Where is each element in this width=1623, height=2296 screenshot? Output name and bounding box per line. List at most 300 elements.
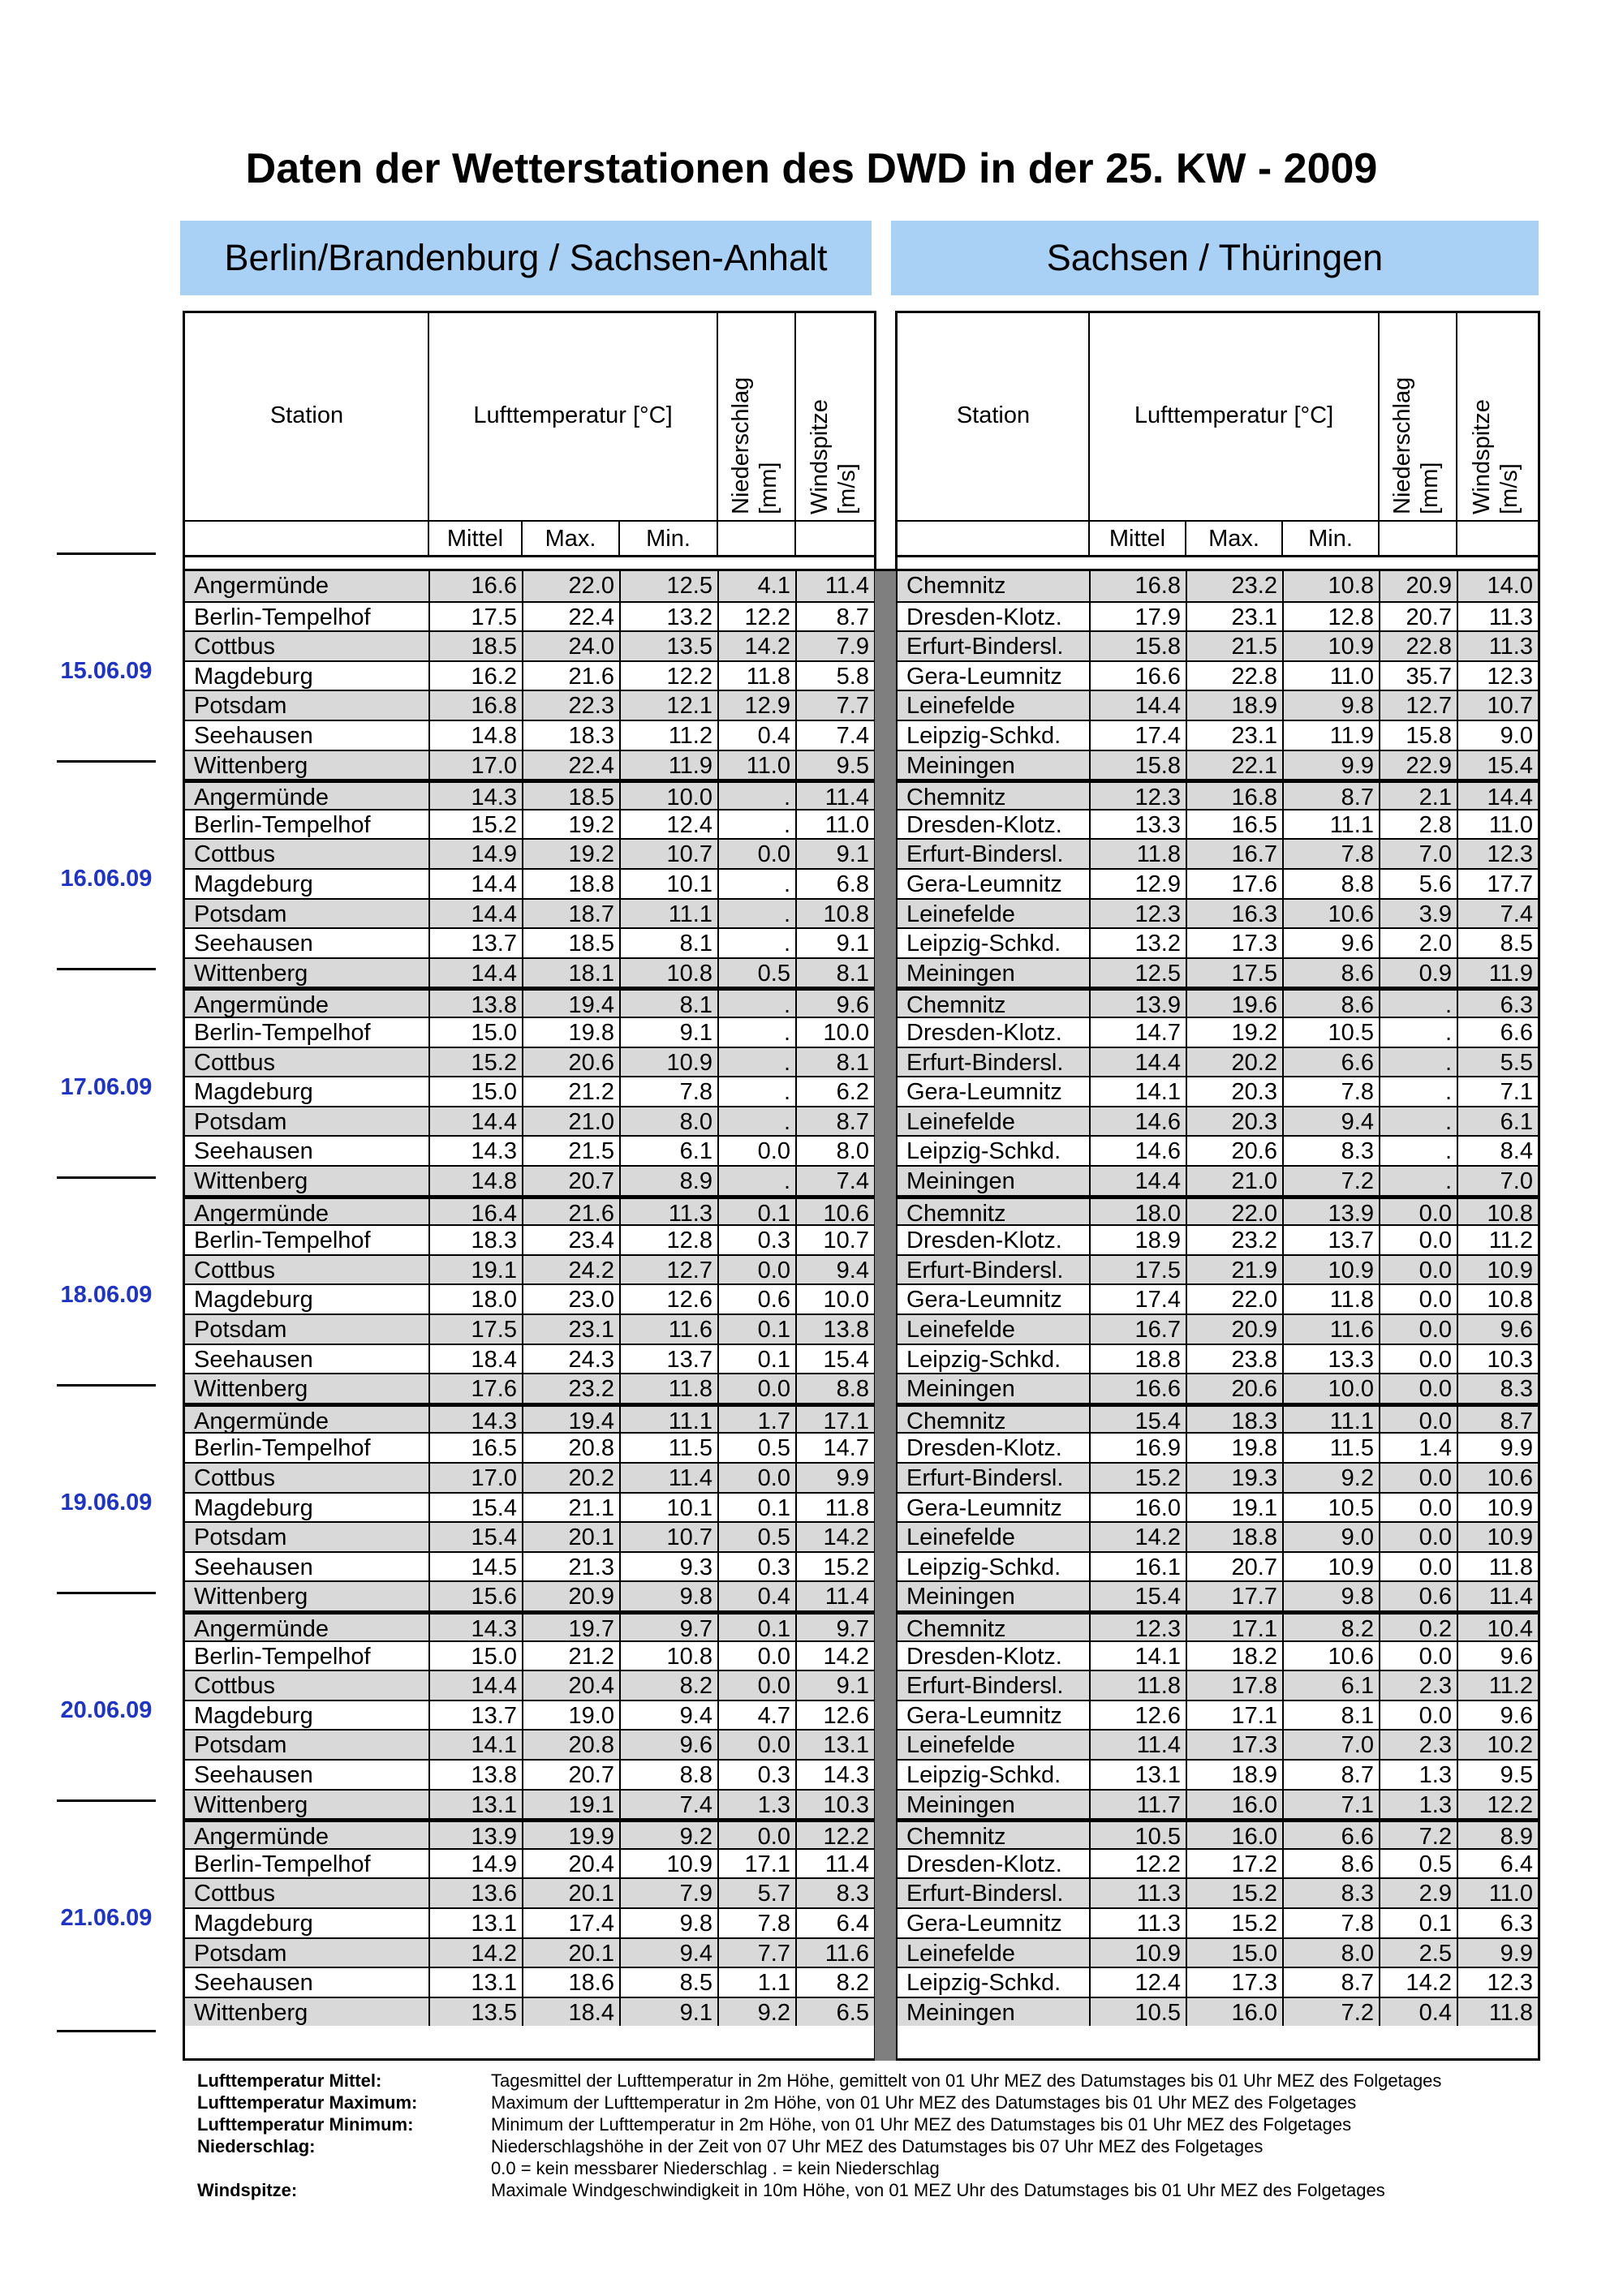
precipitation-cell: 12.9: [717, 691, 795, 720]
min-temp-cell: 8.1: [619, 991, 717, 1017]
max-temp-cell: 23.8: [1186, 1345, 1282, 1374]
table-header: [185, 313, 874, 555]
precipitation-cell: 7.7: [717, 1939, 795, 1967]
wind-gust-cell: 6.8: [795, 870, 874, 898]
precipitation-cell: 14.2: [717, 632, 795, 660]
station-name: Dresden-Klotz.: [906, 1643, 1062, 1670]
min-temp-cell: 11.6: [1282, 1315, 1379, 1344]
mean-temp-cell: 11.8: [1089, 840, 1186, 868]
table-row: [898, 720, 1538, 750]
min-temp-cell: 9.6: [1282, 929, 1379, 957]
max-temp-cell: 18.6: [522, 1968, 619, 1997]
precipitation-cell: .: [717, 1018, 795, 1047]
mean-temp-cell: 12.3: [1089, 1615, 1186, 1640]
table-row: [898, 1195, 1538, 1225]
precipitation-cell: 5.6: [1379, 870, 1457, 898]
wind-gust-cell: 9.4: [795, 1256, 874, 1284]
max-temp-cell: 20.9: [522, 1582, 619, 1610]
table-row: [185, 1759, 874, 1789]
station-name: Leinefelde: [906, 1524, 1015, 1551]
table-row: [898, 957, 1538, 987]
mean-temp-cell: 15.4: [1089, 1582, 1186, 1610]
wind-gust-cell: 10.7: [795, 1226, 874, 1254]
mean-temp-cell: 14.1: [1089, 1642, 1186, 1670]
precipitation-cell: 4.1: [717, 571, 795, 601]
max-temp-cell: 21.1: [522, 1494, 619, 1522]
mean-temp-cell: 13.9: [428, 1822, 522, 1848]
min-temp-cell: 8.3: [1282, 1879, 1379, 1907]
wind-gust-cell: 11.0: [1457, 810, 1538, 839]
wind-gust-cell: 6.5: [795, 1998, 874, 2027]
station-name: Seehausen: [194, 931, 313, 957]
mean-temp-cell: 18.8: [1089, 1345, 1186, 1374]
station-name: Magdeburg: [194, 663, 313, 690]
min-temp-cell: 8.1: [619, 929, 717, 957]
max-temp-cell: 21.3: [522, 1553, 619, 1581]
table-row: [185, 1729, 874, 1759]
station-name: Potsdam: [194, 1317, 287, 1343]
wind-gust-cell: 9.0: [1457, 721, 1538, 750]
max-temp-cell: 21.6: [522, 662, 619, 690]
precipitation-cell: 0.6: [717, 1285, 795, 1314]
wind-gust-cell: 9.9: [1457, 1939, 1538, 1967]
table-row: [185, 1314, 874, 1344]
wind-gust-cell: 6.6: [1457, 1018, 1538, 1047]
mean-temp-cell: 14.2: [428, 1939, 522, 1967]
min-temp-cell: 8.2: [1282, 1615, 1379, 1640]
mean-temp-cell: 14.5: [428, 1553, 522, 1581]
precipitation-cell: 0.0: [1379, 1374, 1457, 1403]
precipitation-cell: 0.0: [1379, 1464, 1457, 1492]
precipitation-cell: .: [717, 1077, 795, 1106]
wind-gust-cell: 11.4: [795, 783, 874, 809]
table-row: [185, 868, 874, 898]
max-temp-cell: 18.9: [1186, 691, 1282, 720]
min-temp-cell: 10.5: [1282, 1018, 1379, 1047]
precipitation-cell: 2.1: [1379, 783, 1457, 809]
station-name: Cottbus: [194, 1881, 275, 1907]
min-temp-cell: 9.8: [1282, 1582, 1379, 1610]
mean-temp-cell: 17.9: [1089, 603, 1186, 631]
table-row: [185, 987, 874, 1017]
precipitation-cell: .: [1379, 1048, 1457, 1077]
table-row: [185, 1344, 874, 1374]
table-row: [898, 1640, 1538, 1670]
station-name: Leipzig-Schkd.: [906, 1970, 1061, 1997]
table-row: [185, 1373, 874, 1403]
wind-gust-cell: 11.4: [795, 1582, 874, 1610]
wind-gust-cell: 7.1: [1457, 1077, 1538, 1106]
mean-temp-cell: 14.4: [428, 1107, 522, 1136]
min-temp-cell: 12.8: [619, 1226, 717, 1254]
max-temp-cell: 21.0: [1186, 1167, 1282, 1195]
table-row: [185, 957, 874, 987]
mean-temp-cell: 12.2: [1089, 1850, 1186, 1878]
table-row: [898, 1789, 1538, 1819]
station-name: Leipzig-Schkd.: [906, 1346, 1061, 1373]
station-name: Erfurt-Bindersl.: [906, 1049, 1064, 1076]
max-temp-cell: 18.4: [522, 1998, 619, 2027]
station-name: Wittenberg: [194, 1376, 308, 1403]
min-temp-cell: 8.0: [619, 1107, 717, 1136]
wind-gust-cell: 10.8: [795, 900, 874, 928]
table-row: [185, 1877, 874, 1907]
min-temp-cell: 10.1: [619, 870, 717, 898]
mean-temp-cell: 17.0: [428, 751, 522, 780]
min-temp-cell: 8.3: [1282, 1137, 1379, 1165]
legend-term: Windspitze:: [197, 2180, 298, 2200]
table-row: [185, 630, 874, 660]
mean-temp-cell: 14.3: [428, 783, 522, 809]
station-name: Erfurt-Bindersl.: [906, 1257, 1064, 1283]
min-temp-cell: 12.7: [619, 1256, 717, 1284]
min-temp-cell: 8.9: [619, 1167, 717, 1195]
wind-gust-cell: 8.3: [1457, 1374, 1538, 1403]
table-row: [898, 690, 1538, 720]
precipitation-cell: 1.3: [717, 1791, 795, 1819]
precipitation-cell: 20.7: [1379, 603, 1457, 631]
precipitation-cell: 0.3: [717, 1226, 795, 1254]
max-temp-cell: 21.2: [522, 1077, 619, 1106]
wind-gust-cell: 10.3: [795, 1791, 874, 1819]
table-row: [185, 1907, 874, 1937]
table-row: [185, 1283, 874, 1314]
min-temp-cell: 7.9: [619, 1879, 717, 1907]
min-temp-cell: 11.5: [619, 1434, 717, 1462]
station-name: Magdeburg: [194, 1911, 313, 1937]
mean-temp-cell: 13.5: [428, 1998, 522, 2027]
station-name: Chemnitz: [906, 1200, 1006, 1227]
table-row: [898, 1403, 1538, 1433]
station-name: Chemnitz: [906, 1616, 1006, 1642]
station-name: Erfurt-Bindersl.: [906, 841, 1064, 868]
precipitation-cell: 0.0: [1379, 1226, 1457, 1254]
station-name: Leipzig-Schkd.: [906, 1138, 1061, 1165]
max-temp-cell: 19.0: [522, 1701, 619, 1730]
station-name: Leinefelde: [906, 1108, 1015, 1135]
mean-temp-cell: 14.1: [428, 1731, 522, 1759]
mean-temp-cell: 14.3: [428, 1137, 522, 1165]
max-temp-cell: 18.5: [522, 929, 619, 957]
station-name: Leipzig-Schkd.: [906, 1762, 1061, 1788]
precipitation-cell: 35.7: [1379, 662, 1457, 690]
max-temp-cell: 19.4: [522, 1407, 619, 1433]
min-temp-cell: 11.3: [619, 1199, 717, 1225]
date-label: 17.06.09: [60, 1073, 153, 1100]
precipitation-cell: .: [1379, 1107, 1457, 1136]
min-temp-cell: 9.0: [1282, 1523, 1379, 1551]
station-name: Chemnitz: [906, 1824, 1006, 1851]
max-temp-cell: 24.3: [522, 1345, 619, 1374]
mean-temp-cell: 14.4: [1089, 1167, 1186, 1195]
min-temp-cell: 9.2: [619, 1822, 717, 1848]
max-temp-cell: 20.1: [522, 1939, 619, 1967]
station-name: Chemnitz: [906, 573, 1006, 599]
precipitation-cell: 11.8: [717, 662, 795, 690]
table-row: [185, 1937, 874, 1967]
table-row: [898, 660, 1538, 690]
precipitation-cell: 7.2: [1379, 1822, 1457, 1848]
table-row: [898, 809, 1538, 839]
mean-temp-cell: 13.1: [428, 1909, 522, 1937]
table-row: [898, 1224, 1538, 1254]
station-name: Potsdam: [194, 901, 287, 927]
max-temp-cell: 19.3: [1186, 1464, 1282, 1492]
station-name: Angermünde: [194, 992, 329, 1019]
precipitation-cell: 0.0: [1379, 1642, 1457, 1670]
mean-temp-cell: 15.4: [1089, 1407, 1186, 1433]
table-row: [898, 1492, 1538, 1522]
max-temp-cell: 20.7: [522, 1761, 619, 1789]
wind-gust-cell: 10.7: [1457, 691, 1538, 720]
station-name: Meiningen: [906, 1791, 1015, 1818]
table-row: [185, 1551, 874, 1581]
table-row: [898, 1580, 1538, 1610]
min-temp-cell: 10.7: [619, 840, 717, 868]
max-temp-cell: 23.2: [1186, 1226, 1282, 1254]
table-row: [898, 1462, 1538, 1492]
wind-gust-cell: 14.0: [1457, 571, 1538, 601]
precipitation-cell: .: [717, 991, 795, 1017]
table-row: [898, 1877, 1538, 1907]
table-header: [898, 313, 1538, 555]
mean-temp-cell: 18.3: [428, 1226, 522, 1254]
precipitation-cell: .: [717, 783, 795, 809]
min-temp-cell: 8.8: [619, 1761, 717, 1789]
max-temp-cell: 22.4: [522, 603, 619, 631]
mean-temp-cell: 17.4: [1089, 721, 1186, 750]
max-temp-cell: 18.3: [522, 721, 619, 750]
max-temp-cell: 18.2: [1186, 1642, 1282, 1670]
max-temp-cell: 17.1: [1186, 1615, 1282, 1640]
min-temp-cell: 12.5: [619, 571, 717, 601]
max-temp-cell: 19.8: [522, 1018, 619, 1047]
max-temp-cell: 18.8: [522, 870, 619, 898]
station-name: Dresden-Klotz.: [906, 811, 1062, 838]
station-name: Meiningen: [906, 1376, 1015, 1403]
precipitation-cell: 0.4: [717, 1582, 795, 1610]
wind-gust-cell: 8.3: [795, 1879, 874, 1907]
table-row: [898, 1076, 1538, 1106]
precipitation-cell: 7.0: [1379, 840, 1457, 868]
min-temp-cell: 9.8: [619, 1582, 717, 1610]
precipitation-cell: 0.0: [1379, 1701, 1457, 1730]
max-temp-cell: 19.7: [522, 1615, 619, 1640]
legend-description: Minimum der Lufttemperatur in 2m Höhe, von 01 Uhr MEZ des Datumstages bis 01 Uhr MEZ des Folgetages: [491, 2114, 1352, 2135]
mean-temp-cell: 15.4: [428, 1494, 522, 1522]
max-temp-cell: 21.5: [1186, 632, 1282, 660]
max-temp-cell: 16.5: [1186, 810, 1282, 839]
station-name: Wittenberg: [194, 1791, 308, 1818]
table-row: [185, 1610, 874, 1640]
max-temp-cell: 20.8: [522, 1434, 619, 1462]
precipitation-cell: 0.0: [1379, 1315, 1457, 1344]
mean-temp-cell: 16.2: [428, 662, 522, 690]
wind-gust-cell: 13.8: [795, 1315, 874, 1344]
precipitation-cell: 0.1: [1379, 1909, 1457, 1937]
table-row: [185, 1492, 874, 1522]
mean-temp-cell: 13.2: [1089, 929, 1186, 957]
station-name: Wittenberg: [194, 1584, 308, 1610]
mean-temp-cell: 15.8: [1089, 751, 1186, 780]
station-name: Wittenberg: [194, 960, 308, 987]
mean-temp-cell: 13.1: [1089, 1761, 1186, 1789]
date-separator: [57, 760, 156, 763]
max-temp-cell: 17.1: [1186, 1701, 1282, 1730]
legend-description: 0.0 = kein messbarer Niederschlag . = kein Niederschlag: [491, 2158, 940, 2178]
max-temp-cell: 17.8: [1186, 1671, 1282, 1700]
region-header-sachsen-thueringen: Sachsen / Thüringen: [891, 221, 1539, 295]
wind-gust-cell: 12.3: [1457, 1968, 1538, 1997]
station-name: Dresden-Klotz.: [906, 1851, 1062, 1877]
table-row: [185, 1848, 874, 1878]
station-name: Cottbus: [194, 634, 275, 660]
wind-gust-cell: 10.4: [1457, 1615, 1538, 1640]
min-temp-cell: 9.1: [619, 1998, 717, 2027]
mean-temp-cell: 11.8: [1089, 1671, 1186, 1700]
min-temp-cell: 11.6: [619, 1315, 717, 1344]
precipitation-cell: 0.0: [717, 1731, 795, 1759]
table-row: [898, 987, 1538, 1017]
precipitation-cell: 2.8: [1379, 810, 1457, 839]
max-subheader: Max.: [545, 526, 596, 552]
precipitation-cell: 0.0: [717, 1822, 795, 1848]
precipitation-cell: 1.3: [1379, 1791, 1457, 1819]
precipitation-cell: 0.1: [717, 1494, 795, 1522]
date-separator: [57, 2030, 156, 2032]
wind-gust-cell: 7.9: [795, 632, 874, 660]
max-temp-cell: 22.0: [1186, 1285, 1282, 1314]
date-label: 20.06.09: [60, 1697, 153, 1724]
table-row: [185, 1165, 874, 1195]
precipitation-cell: 22.8: [1379, 632, 1457, 660]
wind-gust-cell: 8.4: [1457, 1137, 1538, 1165]
mean-temp-cell: 16.4: [428, 1199, 522, 1225]
precipitation-cell: 0.1: [717, 1615, 795, 1640]
table-row: [898, 1967, 1538, 1997]
date-label: 19.06.09: [60, 1489, 153, 1516]
table-row: [898, 571, 1538, 601]
min-temp-cell: 8.1: [1282, 1701, 1379, 1730]
mean-temp-cell: 16.9: [1089, 1434, 1186, 1462]
mean-temp-cell: 13.8: [428, 991, 522, 1017]
precipitation-cell: 0.5: [1379, 1850, 1457, 1878]
min-temp-cell: 12.8: [1282, 603, 1379, 631]
table-row: [898, 1314, 1538, 1344]
table-row: [185, 1462, 874, 1492]
station-name: Potsdam: [194, 1940, 287, 1967]
precipitation-cell: .: [717, 900, 795, 928]
station-name: Magdeburg: [194, 871, 313, 897]
max-temp-cell: 20.2: [1186, 1048, 1282, 1077]
mean-temp-cell: 17.0: [428, 1464, 522, 1492]
table-body: [898, 571, 1538, 2058]
precipitation-cell: .: [1379, 1077, 1457, 1106]
station-name: Gera-Leumnitz: [906, 871, 1062, 897]
max-temp-cell: 17.3: [1186, 1731, 1282, 1759]
min-temp-cell: 10.0: [1282, 1374, 1379, 1403]
wind-gust-cell: 7.7: [795, 691, 874, 720]
station-name: Seehausen: [194, 1346, 313, 1373]
table-row: [185, 1254, 874, 1284]
min-temp-cell: 11.1: [619, 1407, 717, 1433]
precipitation-cell: 0.2: [1379, 1615, 1457, 1640]
mean-temp-cell: 16.6: [428, 571, 522, 601]
wind-gust-cell: 6.3: [1457, 991, 1538, 1017]
station-name: Chemnitz: [906, 785, 1006, 811]
table-row: [898, 1997, 1538, 2027]
mean-temp-cell: 16.5: [428, 1434, 522, 1462]
station-name: Angermünde: [194, 1616, 329, 1642]
min-temp-cell: 7.8: [1282, 1909, 1379, 1937]
station-name: Leinefelde: [906, 1317, 1015, 1343]
wind-gust-cell: 14.2: [795, 1523, 874, 1551]
wind-gust-cell: 8.0: [795, 1137, 874, 1165]
precipitation-cell: 0.1: [717, 1199, 795, 1225]
precipitation-cell: .: [717, 929, 795, 957]
mean-temp-cell: 16.0: [1089, 1494, 1186, 1522]
mean-temp-cell: 14.6: [1089, 1137, 1186, 1165]
station-name: Wittenberg: [194, 1168, 308, 1194]
table-row: [185, 1135, 874, 1165]
min-temp-cell: 9.1: [619, 1018, 717, 1047]
wind-gust-cell: 11.8: [1457, 1998, 1538, 2027]
max-temp-cell: 23.2: [522, 1374, 619, 1403]
wind-gust-cell: 11.0: [1457, 1879, 1538, 1907]
max-temp-cell: 17.5: [1186, 959, 1282, 987]
min-temp-cell: 11.9: [1282, 721, 1379, 750]
wind-gust-cell: 9.6: [795, 991, 874, 1017]
precipitation-cell: 15.8: [1379, 721, 1457, 750]
wind-gust-cell: 11.8: [795, 1494, 874, 1522]
wind-gust-cell: 11.6: [795, 1939, 874, 1967]
wind-gust-cell: 14.2: [795, 1642, 874, 1670]
mean-temp-cell: 15.4: [428, 1523, 522, 1551]
min-temp-cell: 11.8: [1282, 1285, 1379, 1314]
mean-temp-cell: 13.1: [428, 1968, 522, 1997]
wind-gust-cell: 12.6: [795, 1701, 874, 1730]
precipitation-cell: .: [717, 810, 795, 839]
station-name: Meiningen: [906, 752, 1015, 779]
max-temp-cell: 23.4: [522, 1226, 619, 1254]
legend-description: Tagesmittel der Lufttemperatur in 2m Höhe, gemittelt von 01 Uhr MEZ des Datumstages bis 01 Uhr MEZ des Folgetages: [491, 2070, 1442, 2091]
mean-temp-cell: 14.1: [1089, 1077, 1186, 1106]
precipitation-cell: 0.9: [1379, 959, 1457, 987]
min-temp-cell: 11.4: [619, 1464, 717, 1492]
precipitation-cell: 17.1: [717, 1850, 795, 1878]
precipitation-cell: 0.0: [1379, 1285, 1457, 1314]
station-name: Meiningen: [906, 1584, 1015, 1610]
temperature-column-header: Lufttemperatur [°C]: [473, 402, 673, 428]
table-row: [185, 1195, 874, 1225]
wind-gust-cell: 10.2: [1457, 1731, 1538, 1759]
max-temp-cell: 23.0: [522, 1285, 619, 1314]
date-separator: [57, 968, 156, 970]
wind-gust-cell: 8.2: [795, 1968, 874, 1997]
station-name: Meiningen: [906, 960, 1015, 987]
wind-column-header: Windspitze [m/s]: [1469, 399, 1522, 514]
table-row: [898, 1848, 1538, 1878]
wind-gust-cell: 7.4: [795, 721, 874, 750]
mean-temp-cell: 19.1: [428, 1256, 522, 1284]
mean-temp-cell: 15.6: [428, 1582, 522, 1610]
max-temp-cell: 21.2: [522, 1642, 619, 1670]
min-temp-cell: 9.4: [619, 1939, 717, 1967]
station-name: Angermünde: [194, 785, 329, 811]
table-row: [185, 1700, 874, 1730]
wind-gust-cell: 8.1: [795, 1048, 874, 1077]
mean-temp-cell: 15.2: [428, 810, 522, 839]
